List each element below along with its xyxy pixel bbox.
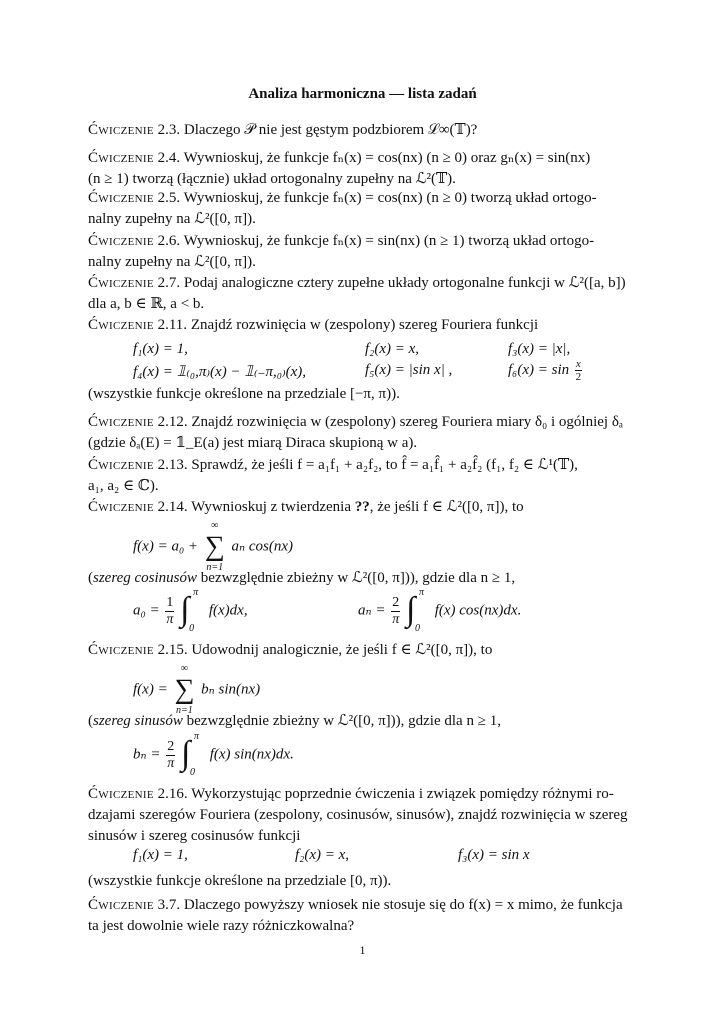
formula-lhs: f(x) = a₀ + [133, 538, 199, 555]
exercise-text: Wywnioskuj, że funkcje fₙ(x) = cos(nx) (n ≥ 0) tworzą układ ortogo- [183, 190, 597, 206]
exercise-text-cont: dzajami szeregów Fouriera (zespolony, cosinusów, sinusów), znajdź rozwinięcia w szereg [88, 807, 628, 823]
exercise-number: 2.5. [157, 190, 181, 206]
exercise-label: Ćwiczenie [88, 275, 154, 291]
cosine-series-formula [133, 519, 293, 575]
term-sine-series: szereg sinusów [93, 713, 183, 729]
integral-sign: ∫ π 0 [180, 587, 199, 634]
page-number: 1 [359, 943, 366, 957]
integral-upper: π [418, 587, 424, 598]
fraction-numerator: x [575, 358, 581, 370]
exercise-text: Wywnioskuj, że funkcje fₙ(x) = sin(nx) (n ≥ 1) tworzą układ ortogo- [183, 233, 595, 249]
function-f3: f₃(x) = sin x [458, 847, 530, 863]
sine-series-description: (szereg sinusów bezwzględnie zbieżny w ℒ²([0, π])), gdzie dla n ≥ 1, [88, 713, 501, 729]
function-f2: f₂(x) = x, [295, 847, 350, 863]
exercise-text: Udowodnij analogicznie, że jeśli f ∈ ℒ²([0, π]), to [191, 642, 493, 658]
exercise-2-13 [88, 455, 640, 497]
exercise-2-6 [88, 231, 640, 273]
exercise-number: 2.4. [157, 150, 181, 166]
integral-upper: π [193, 587, 199, 598]
exercise-2-11 [88, 315, 640, 336]
exercise-text-cont: (gdzie δₐ(E) = 𝟙_E(a) jest miarą Diraca skupioną w a). [88, 435, 418, 451]
exercise-2-7 [88, 273, 640, 315]
exercise-text-cont: ta jest dowolnie wiele razy różniczkowalna? [88, 918, 355, 934]
exercise-text: Wywnioskuj z twierdzenia [191, 499, 355, 515]
an-integrand: f(x) cos(nx)dx. [434, 602, 522, 619]
function-f6 [508, 358, 584, 383]
a0-lhs: a₀ = [133, 602, 160, 619]
integral-sign: ∫ π 0 [180, 731, 199, 778]
exercise-number: 2.7. [157, 275, 181, 291]
exercise-label: Ćwiczenie [88, 786, 154, 802]
exercise-text: Dlaczego 𝒫 nie jest gęstym podzbiorem ℒ∞(𝕋)? [183, 122, 478, 138]
an-formula [358, 589, 521, 633]
exercise-number: 2.15. [157, 642, 188, 658]
exercise-2-15 [88, 640, 640, 661]
function-f1: f₁(x) = 1, [133, 847, 188, 863]
formula-rhs: aₙ cos(nx) [231, 538, 293, 555]
exercise-text-cont: nalny zupełny na ℒ²([0, π]). [88, 254, 256, 270]
an-lhs: aₙ = [358, 602, 386, 619]
exercise-text-cont: sinusów i szereg cosinusów funkcji [88, 828, 301, 844]
fraction-denominator: π [392, 611, 400, 627]
function-f4: f₄(x) = 𝟙₍₀,π₎(x) − 𝟙₍₋π,₀₎(x), [133, 364, 307, 380]
theorem-reference: ?? [354, 499, 370, 515]
sum-lower: n=1 [206, 562, 224, 573]
integral-lower: 0 [189, 623, 195, 634]
cosine-series-description: (szereg cosinusów bezwzględnie zbieżny w ℒ²([0, π])), gdzie dla n ≥ 1, [88, 570, 516, 586]
exercise-label: Ćwiczenie [88, 642, 154, 658]
exercise-2-16 [88, 784, 640, 847]
exercise-2-16-note: (wszystkie funkcje określone na przedziale [0, π)). [88, 873, 392, 889]
integral-upper: π [193, 731, 199, 742]
description-text: bezwzględnie zbieżny w ℒ²([0, π])), gdzie dla n ≥ 1, [197, 570, 516, 586]
formula-lhs: f(x) = [133, 681, 168, 698]
bn-integrand: f(x) sin(nx)dx. [209, 746, 294, 763]
exercise-text: Wywnioskuj, że funkcje fₙ(x) = cos(nx) (n ≥ 0) oraz gₙ(x) = sin(nx) [183, 150, 591, 166]
exercise-text-cont: (n ≥ 1) tworzą (łącznie) układ ortogonalny zupełny na ℒ²(𝕋). [88, 171, 456, 187]
exercise-number: 2.13. [157, 457, 188, 473]
exercise-2-14 [88, 497, 640, 518]
term-cosine-series: szereg cosinusów [93, 570, 198, 586]
bn-lhs: bₙ = [133, 746, 161, 763]
exercise-label: Ćwiczenie [88, 233, 154, 249]
fraction-numerator: 2 [167, 738, 175, 754]
exercise-3-7 [88, 895, 640, 937]
fraction-denominator: π [167, 755, 175, 771]
sum-upper: ∞ [211, 520, 219, 531]
sum-sign: ∞ ∑ n=1 [174, 663, 195, 716]
exercise-number: 2.11. [157, 317, 188, 333]
fraction-x-over-2 [575, 358, 582, 383]
exercise-number: 2.12. [157, 414, 188, 430]
exercise-number: 2.3. [157, 122, 181, 138]
fraction-numerator: 2 [392, 594, 400, 610]
exercise-number: 2.6. [157, 233, 181, 249]
exercise-number: 3.7. [157, 897, 181, 913]
function-f2: f₂(x) = x, [365, 341, 420, 357]
sine-series-formula [133, 662, 260, 718]
fraction-2-over-pi [166, 739, 175, 772]
exercise-text: Wykorzystując poprzednie ćwiczenia i związek pomiędzy różnymi ro- [191, 786, 614, 802]
sum-sign: ∞ ∑ n=1 [204, 520, 225, 573]
bn-formula [133, 733, 294, 777]
integral-lower: 0 [189, 767, 195, 778]
exercise-2-4 [88, 148, 640, 190]
a0-formula [133, 589, 248, 633]
exercise-number: 2.16. [157, 786, 188, 802]
exercise-number: 2.14. [157, 499, 188, 515]
exercise-2-5 [88, 188, 640, 230]
exercise-text: Znajdź rozwinięcia w (zespolony) szereg Fouriera funkcji [190, 317, 539, 333]
exercise-text: Podaj analogiczne cztery zupełne układy ortogonalne funkcji w ℒ²([a, b]) [183, 275, 626, 291]
exercise-label: Ćwiczenie [88, 897, 154, 913]
exercise-label: Ćwiczenie [88, 150, 154, 166]
sum-upper: ∞ [180, 663, 188, 674]
fraction-2-over-pi [391, 595, 400, 628]
integral-sign: ∫ π 0 [405, 587, 424, 634]
integral-lower: 0 [414, 623, 420, 634]
document-title: Analiza harmoniczna — lista zadań [248, 86, 477, 102]
exercise-label: Ćwiczenie [88, 499, 154, 515]
function-f5: f₅(x) = |sin x| , [365, 362, 453, 378]
fraction-numerator: 1 [166, 594, 174, 610]
exercise-text-cont: , że jeśli f ∈ ℒ²([0, π]), to [369, 499, 524, 515]
function-f3: f₃(x) = |x|, [508, 341, 571, 357]
exercise-text: Sprawdź, że jeśli f = a₁f₁ + a₂f₂, to f̂ = a₁f̂₁ + a₂f̂₂ (f₁, f₂ ∈ ℒ¹(𝕋), [191, 457, 578, 473]
sum-lower: n=1 [176, 705, 193, 716]
exercise-label: Ćwiczenie [88, 122, 154, 138]
fraction-denominator: π [166, 611, 174, 627]
description-text: bezwzględnie zbieżny w ℒ²([0, π])), gdzie dla n ≥ 1, [182, 713, 501, 729]
exercise-text-cont: dla a, b ∈ ℝ, a < b. [88, 296, 205, 312]
exercise-text-cont: a₁, a₂ ∈ ℂ). [88, 478, 159, 494]
formula-rhs: bₙ sin(nx) [201, 681, 261, 698]
exercise-2-11-note: (wszystkie funkcje określone na przedziale [−π, π)). [88, 386, 400, 402]
exercise-2-12 [88, 412, 640, 454]
exercise-text: Znajdź rozwinięcia w (zespolony) szereg Fouriera miary δ₀ i ogólniej δₐ [191, 414, 624, 430]
exercise-text: Dlaczego powyższy wniosek nie stosuje się do f(x) = x mimo, że funkcja [183, 897, 623, 913]
function-f1: f₁(x) = 1, [133, 341, 188, 357]
exercise-label: Ćwiczenie [88, 317, 154, 333]
a0-integrand: f(x)dx, [208, 602, 248, 619]
fraction-1-over-pi [165, 595, 174, 628]
exercise-label: Ćwiczenie [88, 414, 154, 430]
function-f6-prefix: f₆(x) = sin [508, 361, 570, 378]
exercise-label: Ćwiczenie [88, 190, 154, 206]
fraction-denominator: 2 [575, 371, 582, 383]
exercise-label: Ćwiczenie [88, 457, 154, 473]
exercise-text-cont: nalny zupełny na ℒ²([0, π]). [88, 211, 256, 227]
exercise-2-3 [88, 120, 640, 141]
